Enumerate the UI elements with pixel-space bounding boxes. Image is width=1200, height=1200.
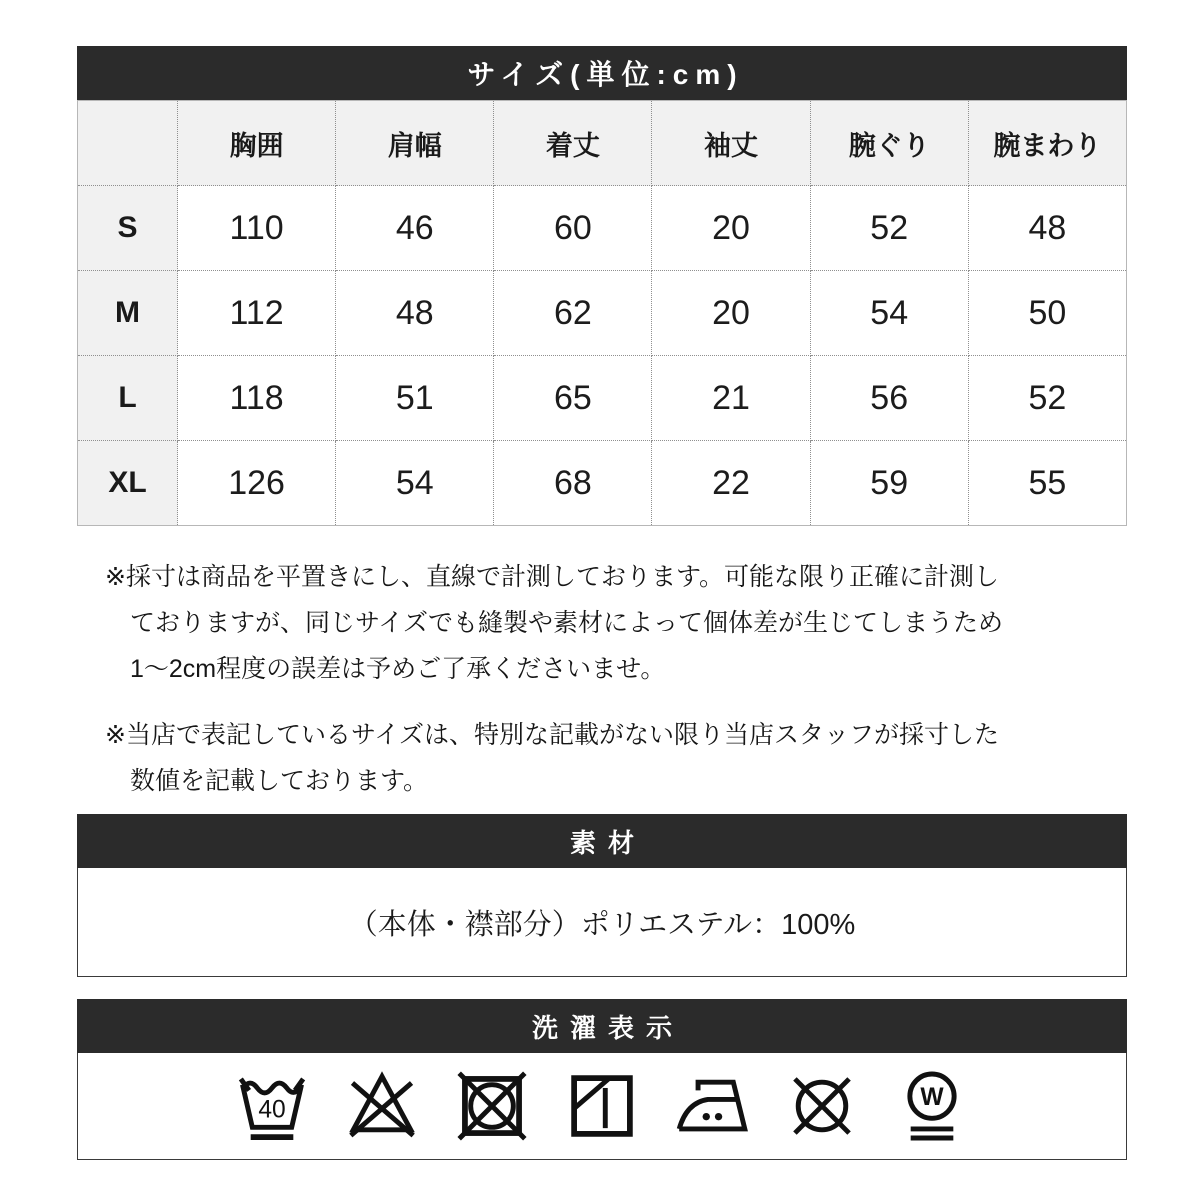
note-line: ※当店で表記しているサイズは、特別な記載がない限り当店スタッフが採寸した [105, 721, 999, 749]
iron-medium-icon [671, 1065, 753, 1147]
size-cell: 48 [336, 271, 494, 356]
material-section [77, 814, 1127, 977]
size-table-header-row [78, 101, 1127, 186]
size-cell: 126 [178, 441, 336, 526]
measurement-notes [105, 554, 1127, 804]
size-cell: 20 [652, 186, 810, 271]
size-row-label: XL [78, 441, 178, 526]
laundry-section [77, 999, 1127, 1160]
size-cell: 54 [810, 271, 968, 356]
svg-text:40: 40 [258, 1096, 286, 1124]
material-content: （本体・襟部分）ポリエステル：100% [77, 868, 1127, 977]
size-section-header: サイズ(単位:cm) [77, 46, 1127, 100]
size-cell: 110 [178, 186, 336, 271]
size-cell: 68 [494, 441, 652, 526]
size-cell: 52 [810, 186, 968, 271]
size-section [77, 46, 1127, 526]
size-row-label: S [78, 186, 178, 271]
size-table-corner-cell [78, 101, 178, 186]
hang-dry-in-shade-icon [561, 1065, 643, 1147]
size-row-m [78, 271, 1127, 356]
col-header-arm-circumference: 腕まわり [968, 101, 1126, 186]
size-cell: 118 [178, 356, 336, 441]
size-cell: 55 [968, 441, 1126, 526]
no-bleach-icon [341, 1065, 423, 1147]
col-header-sleeve: 袖丈 [652, 101, 810, 186]
col-header-chest: 胸囲 [178, 101, 336, 186]
size-cell: 50 [968, 271, 1126, 356]
size-row-l [78, 356, 1127, 441]
content-column [77, 46, 1127, 1160]
size-cell: 46 [336, 186, 494, 271]
laundry-section-header: 洗濯表示 [77, 999, 1127, 1053]
note-line: ※採寸は商品を平置きにし、直線で計測しております。可能な限り正確に計測し [105, 563, 999, 591]
note-staff-measured [105, 712, 1127, 804]
size-cell: 48 [968, 186, 1126, 271]
col-header-shoulder: 肩幅 [336, 101, 494, 186]
size-cell: 51 [336, 356, 494, 441]
note-line: 1〜2cm程度の誤差は予めご了承くださいませ。 [130, 655, 666, 683]
size-cell: 65 [494, 356, 652, 441]
size-cell: 112 [178, 271, 336, 356]
size-cell: 54 [336, 441, 494, 526]
note-measurement-accuracy [105, 554, 1127, 692]
size-row-xl [78, 441, 1127, 526]
size-cell: 59 [810, 441, 968, 526]
size-cell: 20 [652, 271, 810, 356]
col-header-length: 着丈 [494, 101, 652, 186]
wash-40-gentle-icon [231, 1065, 313, 1147]
size-row-s [78, 186, 1127, 271]
laundry-icons-row [77, 1053, 1127, 1160]
size-row-label: L [78, 356, 178, 441]
note-line: ておりますが、同じサイズでも縫製や素材によって個体差が生じてしまうため [130, 609, 1004, 637]
no-tumble-dry-icon [451, 1065, 533, 1147]
col-header-armhole: 腕ぐり [810, 101, 968, 186]
note-line: 数値を記載しております。 [130, 767, 429, 795]
no-dry-clean-icon [781, 1065, 863, 1147]
svg-text:W: W [920, 1084, 944, 1112]
size-cell: 60 [494, 186, 652, 271]
size-cell: 56 [810, 356, 968, 441]
size-cell: 22 [652, 441, 810, 526]
size-cell: 62 [494, 271, 652, 356]
size-cell: 21 [652, 356, 810, 441]
size-cell: 52 [968, 356, 1126, 441]
size-table [77, 100, 1127, 526]
material-section-header: 素材 [77, 814, 1127, 868]
wet-clean-very-gentle-icon [891, 1065, 973, 1147]
size-row-label: M [78, 271, 178, 356]
